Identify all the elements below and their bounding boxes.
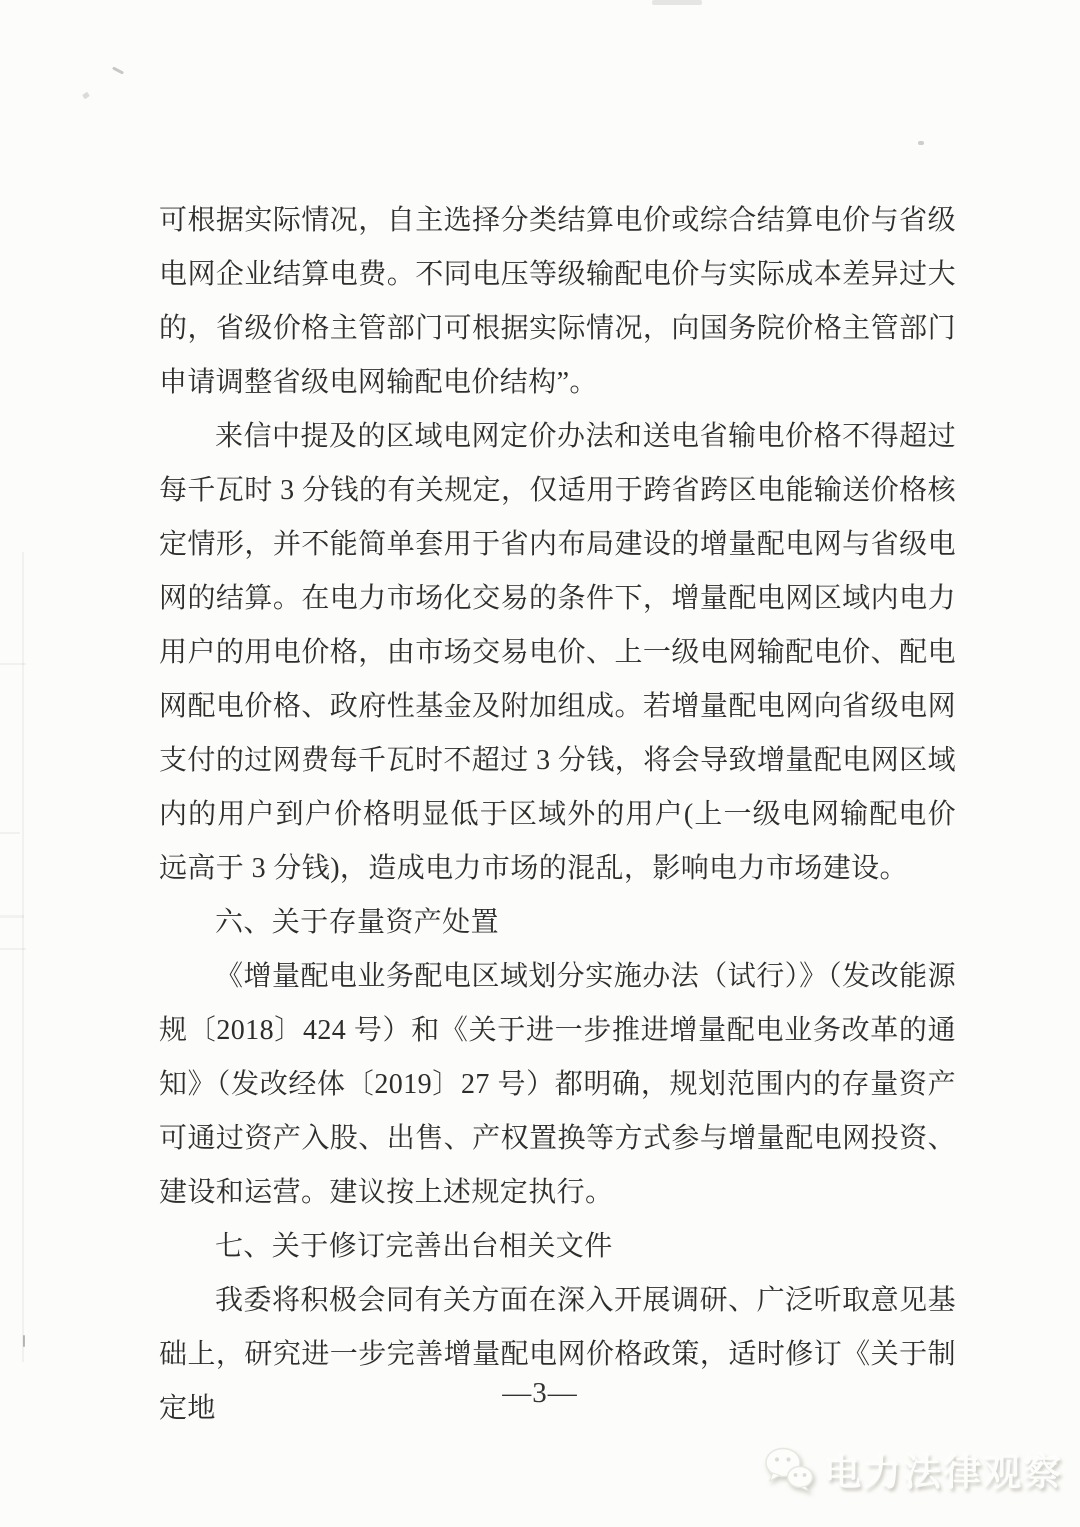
scan-speck bbox=[918, 141, 924, 145]
paragraph-cutoff: 我委将积极会同有关方面在深入开展调研、广泛听取意见基础上，研究进一步完善增量配电网价格政策，适时修订《关于制定地 bbox=[159, 1285, 956, 1424]
page-number: —3— bbox=[502, 1377, 578, 1409]
scan-edge-line bbox=[0, 948, 26, 950]
letter-body bbox=[159, 194, 956, 1436]
scan-edge-line bbox=[0, 663, 26, 665]
scan-speck bbox=[82, 92, 90, 100]
wechat-icon bbox=[764, 1446, 814, 1492]
paragraph-continuation: 可根据实际情况，自主选择分类结算电价或综合结算电价与省级电网企业结算电费。不同电压等级输配电价与实际成本差异过大的，省级价格主管部门可根据实际情况，向国务院价格主管部门申请调整省级电网输配电价结构”。 bbox=[159, 205, 956, 398]
watermark-label: 电力法律观察 bbox=[824, 1452, 1064, 1493]
scan-edge-tick bbox=[23, 1335, 25, 1347]
paragraph: 《增量配电业务配电区域划分实施办法（试行）》（发改能源规〔2018〕424 号）和《关于进一步推进增量配电业务改革的通知》（发改经体〔2019〕27 号）都明确，规划范围内的存量资产可通过资产入股、出售、产权置换等方式参与增量配电网投资、建设和运营。建议按上述规定执行。 bbox=[159, 961, 956, 1208]
scan-edge-line bbox=[0, 915, 24, 918]
scan-smudge bbox=[652, 0, 702, 5]
paragraph: 来信中提及的区域电网定价办法和送电省输电价格不得超过每千瓦时 3 分钱的有关规定，仅适用于跨省跨区电能输送价格核定情形，并不能简单套用于省内布局建设的增量配电网与省级电网的结算。在电力市场化交易的条件下，增量配电网区域内电力用户的用电价格，由市场交易电价、上一级电网输配电价、配电网配电价格、政府性基金及附加组成。若增量配电网向省级电网支付的过网费每千瓦时不超过 3 分钱，将会导致增量配电网区域内的用户到户价格明显低于区域外的用户(上一级电网输配电价远高于 3 分钱)，造成电力市场的混乱，影响电力市场建设。 bbox=[159, 421, 956, 884]
scan-edge-line bbox=[0, 832, 20, 834]
watermark bbox=[764, 1442, 1064, 1496]
scan-speck bbox=[112, 66, 124, 74]
section-heading-7: 七、关于修订完善出台相关文件 bbox=[215, 1231, 613, 1262]
scan-edge-line bbox=[22, 552, 24, 1362]
section-heading-6: 六、关于存量资产处置 bbox=[215, 907, 500, 938]
